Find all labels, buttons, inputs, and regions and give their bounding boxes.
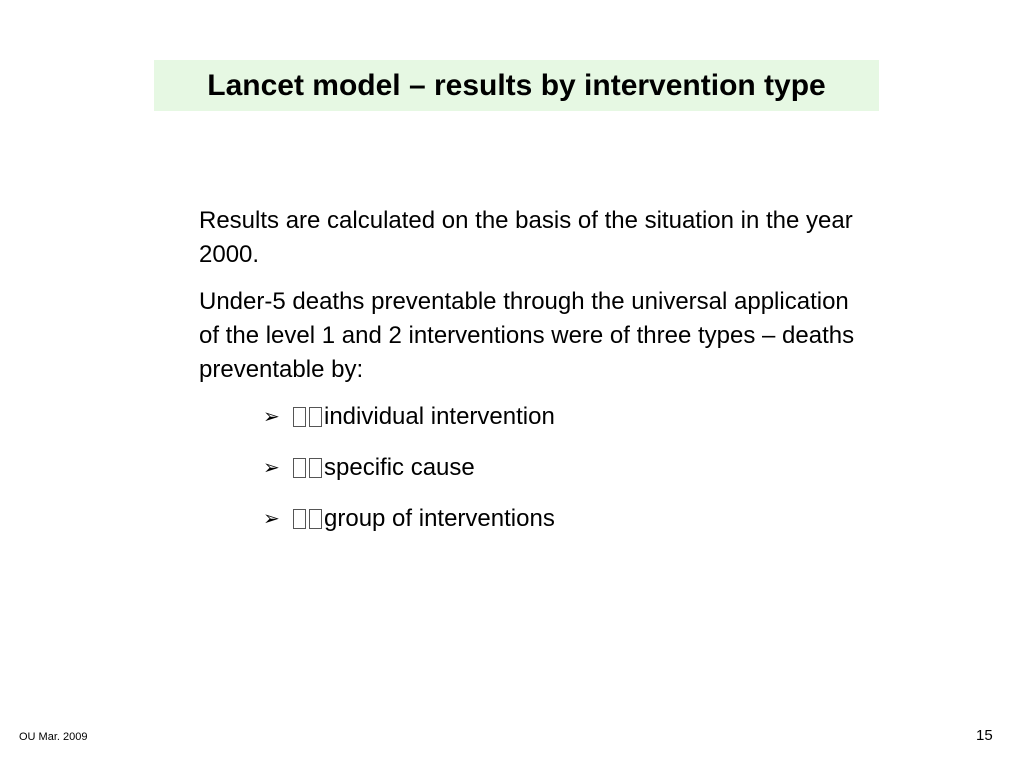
list-item	[263, 451, 859, 485]
page-number: 15	[976, 727, 993, 744]
arrow-bullet-icon: ➢	[263, 406, 280, 428]
footer-date: OU Mar. 2009	[19, 731, 88, 743]
bullet-text: specific cause	[324, 454, 475, 481]
missing-glyph-icon	[293, 407, 322, 427]
bullet-text: group of interventions	[324, 505, 555, 532]
slide-title: Lancet model – results by intervention type	[207, 68, 826, 102]
slide-body	[199, 204, 859, 553]
arrow-bullet-icon: ➢	[263, 508, 280, 530]
title-banner	[154, 60, 879, 111]
paragraph-results-basis: Results are calculated on the basis of the situation in the year 2000.	[199, 207, 853, 268]
paragraph-deaths-types: Under-5 deaths preventable through the universal application of the level 1 and 2 interventions were of three types – deaths preventable by:	[199, 288, 855, 383]
missing-glyph-icon	[293, 509, 322, 529]
bullet-text: individual intervention	[324, 403, 555, 430]
missing-glyph-icon	[293, 458, 322, 478]
list-item	[263, 400, 859, 434]
arrow-bullet-icon: ➢	[263, 457, 280, 479]
list-item	[263, 502, 859, 536]
bullet-list	[199, 400, 859, 536]
